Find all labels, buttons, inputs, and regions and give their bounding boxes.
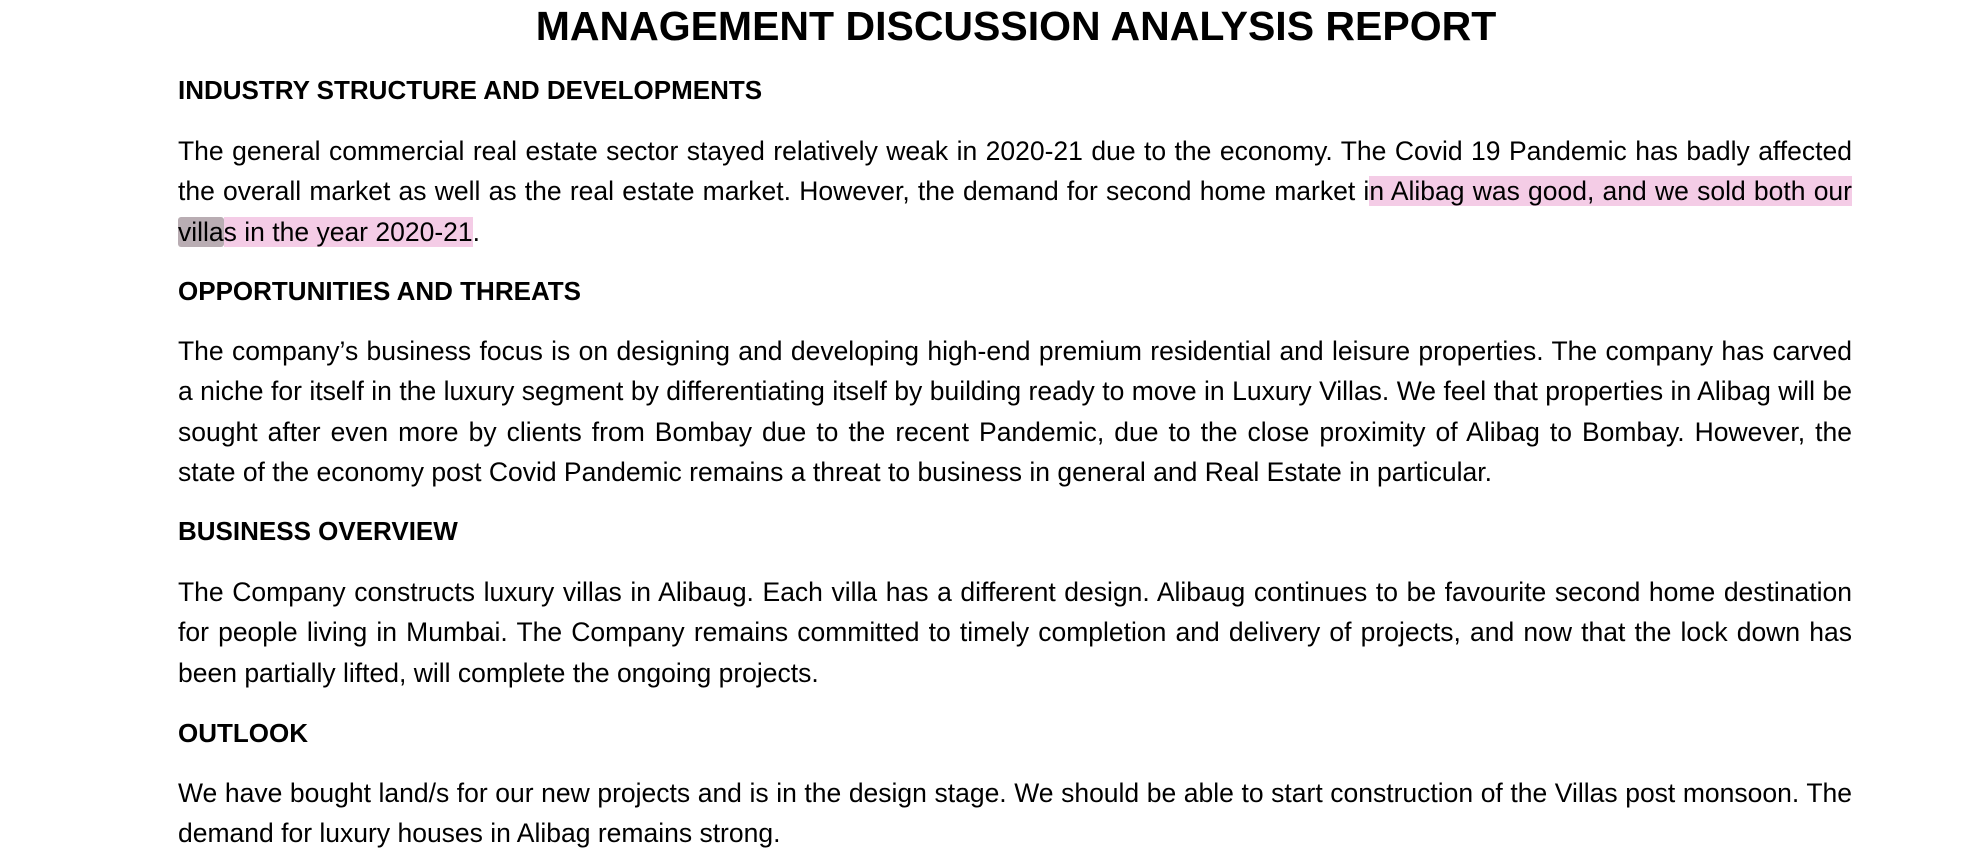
section-heading-outlook: OUTLOOK [178,718,308,748]
paragraph-text: The general commercial real estate sector stayed relatively weak in 2020-21 due to the economy. The Covid 19 Pandemic has badly affected the overall market as well as the real estate market. However, the demand for second home market i [178,136,1852,207]
highlighted-text[interactable]: n Alibag was good, and we sold both our [1369,176,1852,207]
report-title: MANAGEMENT DISCUSSION ANALYSIS REPORT [535,3,1497,49]
section-heading-business-overview: BUSINESS OVERVIEW [178,516,458,546]
paragraph-text: . [472,216,480,247]
section-paragraph-business-overview[interactable]: The Company constructs luxury villas in Alibaug. Each villa has a different design. Alibaug continues to be favourite second home destination for people living in Mumbai. The Company remains committed to timely completion and delivery of projects, and now that the lock down has been partially lifted, will complete the ongoing projects. [178,577,1852,688]
section-paragraph-opportunities[interactable]: The company’s business focus is on designing and developing high-end premium residential and leisure properties. The company has carved a niche for itself in the luxury segment by differentiating itself by building ready to move in Luxury Villas. We feel that properties in Alibag will be sought after even more by clients from Bombay due to the recent Pandemic, due to the close proximity of Alibag to Bombay. However, the state of the economy post Covid Pandemic remains a threat to business in general and Real Estate in particular. [178,336,1852,487]
section-paragraph-outlook[interactable]: We have bought land/s for our new projects and is in the design stage. We should be able to start construction of the Villas post monsoon. The demand for luxury houses in Alibag remains strong. [178,778,1852,849]
section-heading-industry: INDUSTRY STRUCTURE AND DEVELOPMENTS [178,75,763,105]
selected-text[interactable]: villa [178,216,224,247]
section-heading-opportunities: OPPORTUNITIES AND THREATS [178,276,582,306]
highlighted-text[interactable]: s in the year 2020-21 [223,216,473,247]
section-paragraph-industry[interactable] [178,131,1852,252]
